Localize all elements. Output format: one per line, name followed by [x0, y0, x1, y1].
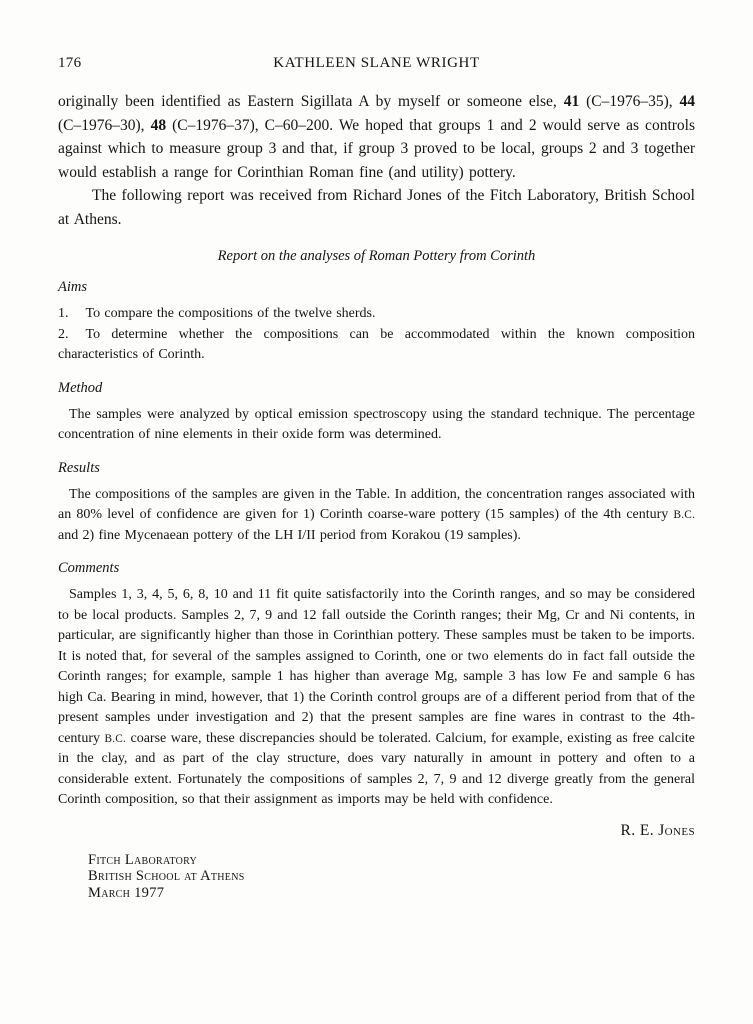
method-paragraph: The samples were analyzed by optical emission spectroscopy using the standard technique. The percentage concentration of nine elements in their oxide form was determined. — [58, 406, 695, 442]
page-number: 176 — [58, 55, 82, 71]
intro-p1-text: (C–1976–37), C–60–200. We hoped that groups 1 and 2 would serve as controls against which to measure group 3 and that, if group 3 proved to be local, groups 2 and 3 together would establish a range for Corinthian Roman fine (and utility) pottery. — [58, 116, 695, 181]
intro-p1-text: originally been identified as Eastern Sigillata A by myself or someone else, — [58, 93, 564, 110]
catalog-number-41: 41 — [563, 93, 580, 110]
results-text: The compositions of the samples are given in the Table. In addition, the concentration ranges associated with an 80% level of confidence are given for 1) Corinth coarse-ware pottery (15 samples) of the 4th century — [58, 486, 695, 522]
author-signature: R. E. Jones — [620, 821, 695, 839]
intro-paragraph-2: The following report was received from Richard Jones of the Fitch Laboratory, British School at Athens. — [58, 187, 695, 228]
report-date: March 1977 — [88, 884, 165, 901]
list-item-text: To determine whether the compositions can be accommodated within the known composition characteristics of Corinth. — [58, 326, 695, 362]
section-heading-aims: Aims — [58, 279, 87, 295]
results-paragraph — [58, 485, 695, 547]
intro-p1-text: (C–1976–30), — [58, 116, 151, 134]
aims-list-item-1 — [58, 304, 695, 325]
section-heading-comments: Comments — [58, 560, 120, 576]
affiliation-laboratory: Fitch Laboratory — [88, 851, 198, 868]
running-header — [58, 55, 695, 73]
list-number: 1. — [58, 306, 69, 321]
affiliation-school: British School at Athens — [88, 868, 245, 884]
intro-paragraph-1 — [58, 90, 695, 184]
section-heading-results: Results — [58, 459, 100, 476]
era-abbreviation: B.C. — [673, 509, 695, 521]
section-heading-method: Method — [58, 379, 103, 396]
era-abbreviation: B.C. — [104, 732, 127, 745]
results-text: and 2) fine Mycenaean pottery of the LH I/II period from Korakou (19 samples). — [58, 527, 521, 543]
list-item-text: To compare the compositions of the twelve sherds. — [85, 306, 376, 321]
page-content — [58, 55, 695, 901]
intro-p1-text: (C–1976–35), — [579, 93, 680, 110]
comments-paragraph — [58, 585, 695, 811]
catalog-number-44: 44 — [679, 93, 696, 110]
report-title: Report on the analyses of Roman Pottery from Corinth — [217, 248, 536, 264]
comments-text: Samples 1, 3, 4, 5, 6, 8, 10 and 11 fit quite satisfactorily into the Corinth ranges, and so may be considered to be local products. Samples 2, 7, 9 and 12 fall outside the Corinth ranges; their Mg, Cr and Ni contents, in particular, are significantly higher than those in Corinthian pottery. These samples must be taken to be imports. It is noted that, for several of the samples assigned to Corinth, one or two elements do in fact fall outside the Corinth ranges; for example, sample 1 has higher than average Mg, sample 3 has low Fe and sample 6 has high Ca. Bearing in mind, however, that 1) the Corinth control groups are of a different period from that of the present samples under investigation and 2) that the present samples are fine wares in contrast to the 4th-century — [58, 587, 695, 746]
affiliation-block — [88, 852, 695, 902]
list-number: 2. — [58, 326, 69, 342]
comments-text: coarse ware, these discrepancies should be tolerated. Calcium, for example, existing as free calcite in the clay, and as part of the clay structure, does vary naturally in amount in pottery and often to a considerable extent. Fortunately the compositions of samples 2, 7, 9 and 12 diverge greatly from the general Corinth composition, so that their assignment as imports may be held with confidence. — [58, 730, 695, 807]
aims-list-item-2 — [58, 325, 695, 366]
running-title: KATHLEEN SLANE WRIGHT — [273, 55, 480, 71]
catalog-number-48: 48 — [150, 116, 167, 134]
